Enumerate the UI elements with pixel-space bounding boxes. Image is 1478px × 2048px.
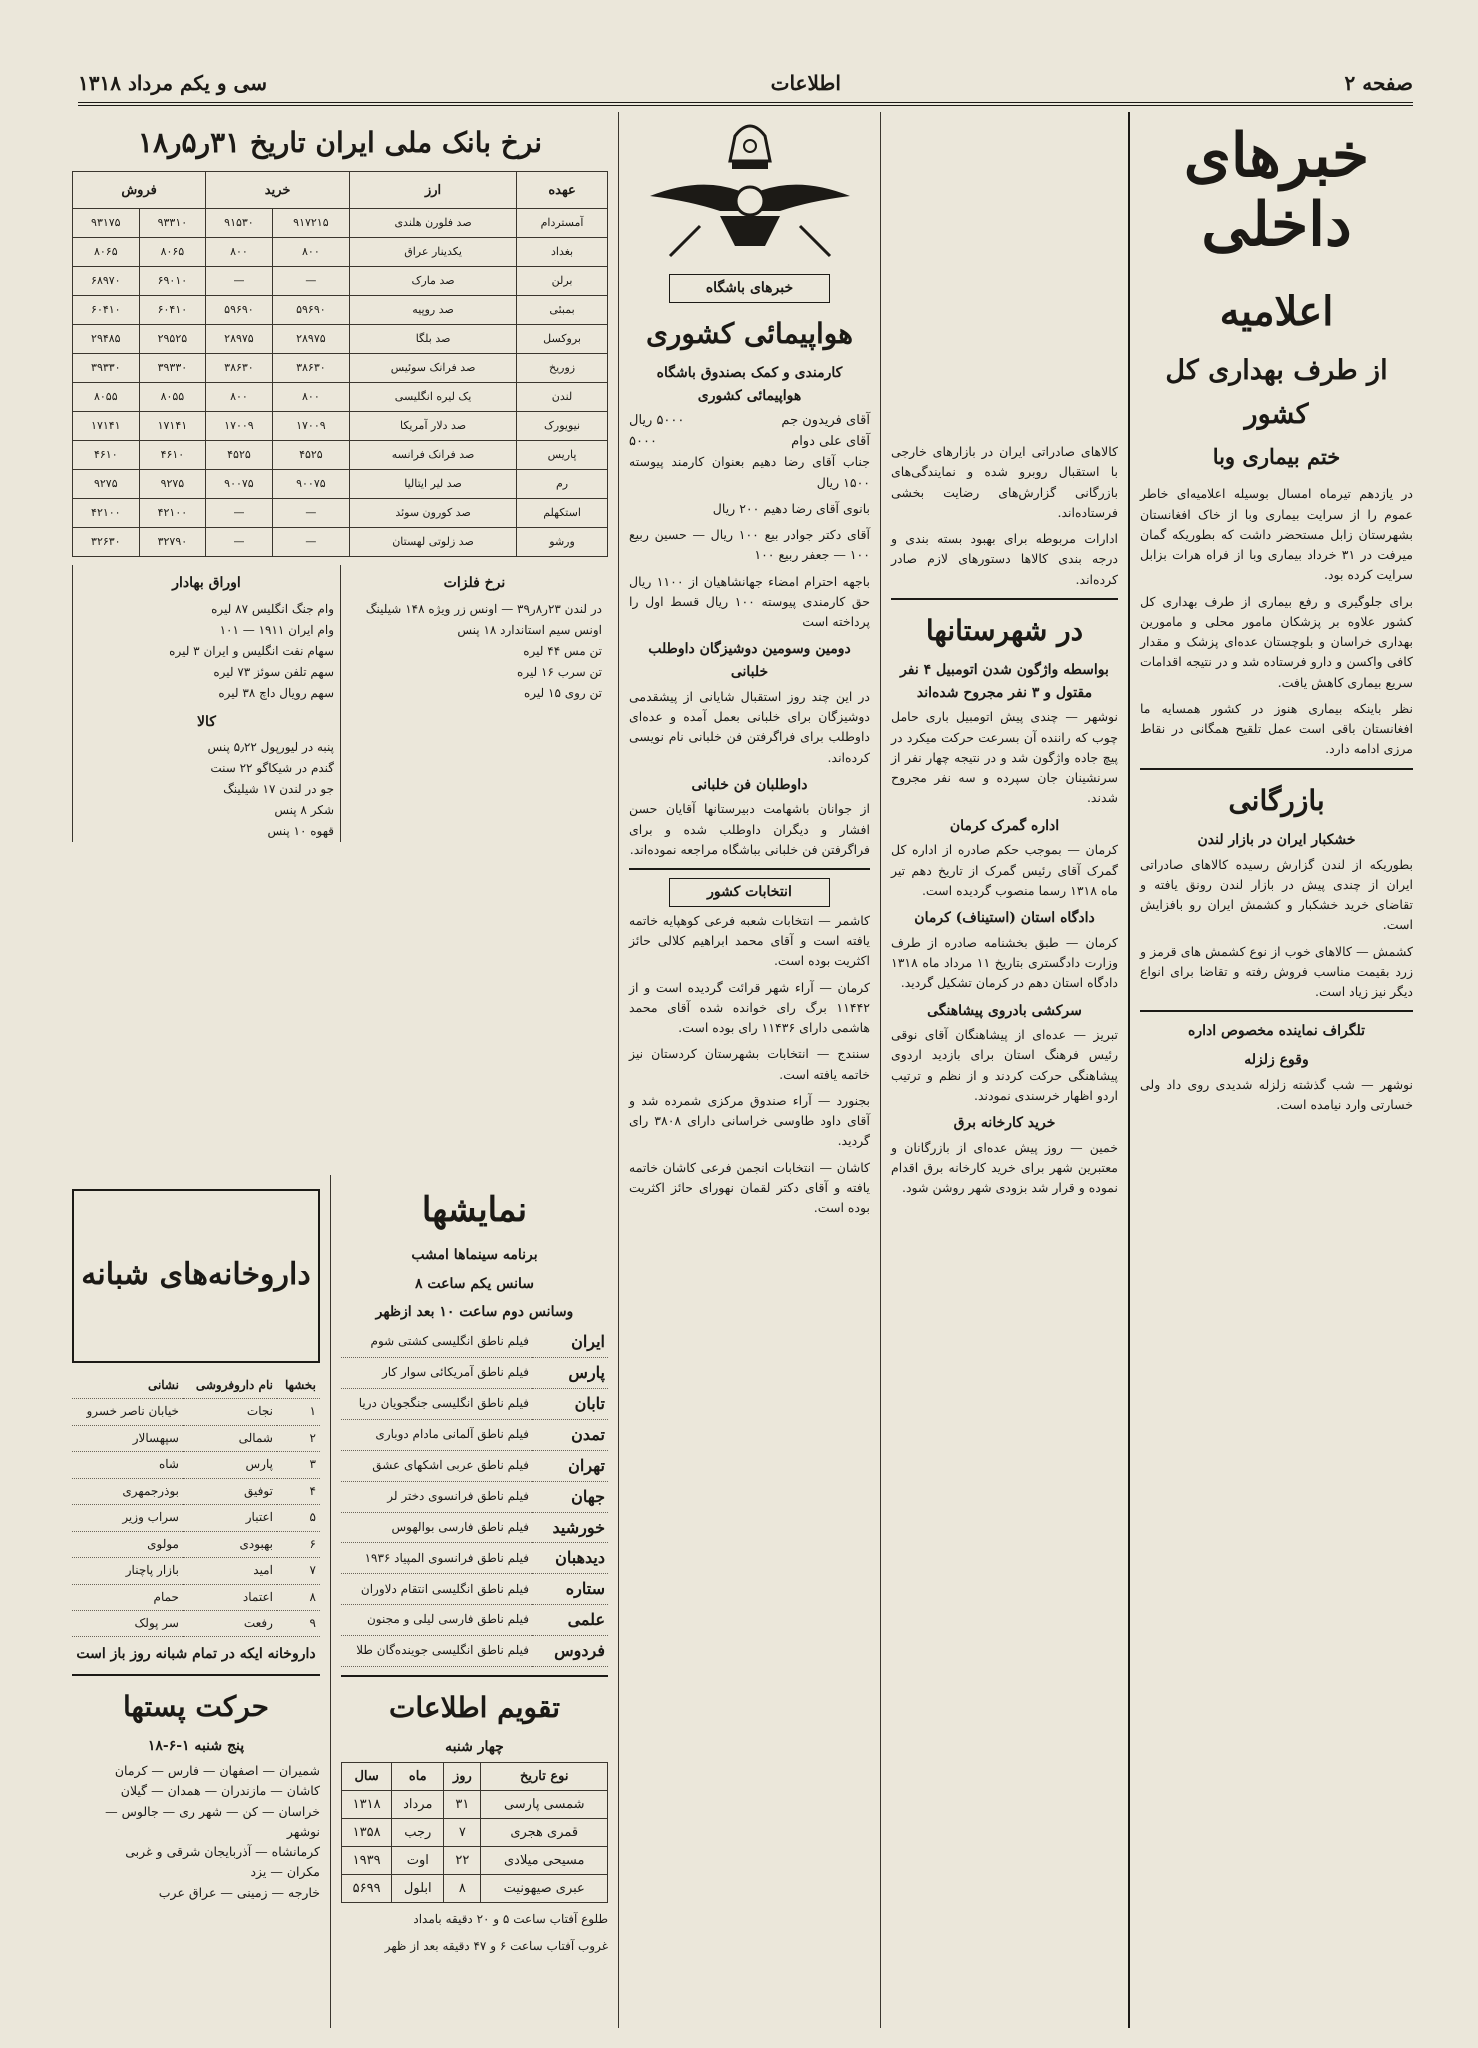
metal-price: تن روی ۱۵ لیره	[524, 685, 602, 700]
donor-row: آقای علی دوام ۵۰۰۰	[629, 434, 870, 450]
calendar-row: عبری صیهونیت ۸ ابلول ۵۶۹۹	[342, 1875, 608, 1903]
post-title: حرکت پستها	[123, 1690, 269, 1724]
page-header	[78, 68, 1413, 106]
pharmacy-ad: داروخانه‌های شبانه	[72, 1189, 320, 1363]
theater-subtitle: برنامه سینماها امشب	[411, 1247, 538, 1264]
paragraph: کاشان — انتخابات انجمن فرعی کاشان خاتمه یافته و آقای دکتر لقمان نهورای حائز اکثریت بوده است.	[629, 1159, 870, 1216]
commodity-price: گندم در شیکاگو ۲۲ سنت	[210, 761, 334, 776]
post-route: کرمانشاه — آذربایجان شرقی و غربی	[125, 1844, 320, 1860]
theater-session-2: وسانس دوم ساعت ۱۰ بعد ازظهر	[375, 1304, 574, 1321]
theater-session-1: سانس یکم ساعت ۸	[415, 1275, 534, 1292]
cinema-row: تابان فیلم ناطق انگلیسی جنگجویان دریا	[341, 1388, 608, 1419]
article-title: دومین وسومین دوشیزگان داوطلب خلبانی	[648, 641, 851, 681]
pharmacy-row: ۹ رفعت سر پولک	[72, 1610, 320, 1636]
paragraph: برای جلوگیری و رفع بیماری از طرف بهداری کل کشور علاوه بر پزشکان مامور محلی و مامورین بهداری خراسان و بلوچستان عده‌ای پزشک و مقدار کافی واکسن و دارو فرستاده شد و در نتیجه اقدامات سریع بیماری کاهش یافت.	[1140, 593, 1413, 690]
article-title: خرید کارخانه برق	[953, 1115, 1056, 1132]
pharmacy-row: ۷ امید بازار پاچنار	[72, 1558, 320, 1584]
club-subtitle: کارمندی و کمک بصندوق باشگاه هواپیمائی کشوری	[656, 365, 843, 404]
post-route: مکران — یزد	[250, 1864, 320, 1880]
paragraph: از جوانان باشهامت دبیرستانها آقایان حسن افشار و دیگران داوطلب شده و برای فراگرفتن فن خلبانی بباشگاه مراجعه نموده‌اند.	[629, 801, 870, 857]
bond-price: وام ایران ۱۹۱۱ — ۱۰۱	[219, 622, 334, 637]
announcement-heading: اعلامیه	[1219, 288, 1334, 335]
cinema-row: پارس فیلم ناطق آمریکائی سوار کار	[341, 1358, 608, 1389]
post-route: شمیران — اصفهان — فارس — کرمان	[114, 1763, 320, 1779]
pharmacy-row: ۱ نجات خیابان ناصر خسرو	[72, 1399, 320, 1425]
bonds-block: اوراق بهادار وام جنگ انگلیس ۸۷ لیره وام ایران ۱۹۱۱ — ۱۰۱ سهام نفت انگلیس و ایران ۳ لیره سهم تلفن سوئز ۷۳ لیره سهم رویال داچ ۳۸ لیره کالا پنبه در لیورپول ۵٫۲۲ پنس گندم در شیکاگو ۲۲ سنت جو در لندن ۱۷ شیلینگ شکر ۸ پنس قهوه ۱۰ پنس	[72, 565, 340, 842]
rate-row: بروکسل صد بلگا ۲۸۹۷۵ ۲۸۹۷۵ ۲۹۵۲۵ ۲۹۴۸۵	[73, 325, 608, 354]
paragraph: بطوریکه از لندن گزارش رسیده کالاهای صادراتی ایران از چندی پیش در بازار لندن رونق یافته و تقاضای خرید خشکبار و کشمش ایران رو بافزایش است.	[1140, 856, 1413, 933]
calendar-row: مسیحی میلادی ۲۲ اوت ۱۹۳۹	[342, 1847, 608, 1875]
paragraph: آقای دکتر جوادر بیع ۱۰۰ ریال — حسین ربیع ۱۰۰ — جعفر ربیع ۱۰۰	[629, 527, 870, 563]
exchange-rates-table: عهده ارز خرید فروش آمستردام صد فلورن هلندی ۹۱۷۲۱۵ ۹۱۵۳۰ ۹۳۳۱۰ ۹۳۱۷۵ بغداد یکدینار عراق ۸۰۰ ۸۰۰ ۸۰۶۵ ۸۰۶۵ برلن صد مارک — — ۶۹۰۱۰ ۶۸۹۷۰ بمبئی صد روپیه ۵۹۶۹۰ ۵۹۶۹۰ ۶۰۴۱۰ ۶۰۴۱۰ بروکسل صد بلگا ۲۸۹۷۵ ۲۸۹۷۵ ۲۹۵۲۵ ۲۹۴۸۵ زوریخ صد فرانک سوئیس ۳۸۶۳۰ ۳۸۶۳۰ ۳۹۳۳۰ ۳۹۳۳۰ لندن یک لیره انگلیسی ۸۰۰ ۸۰۰ ۸۰۵۵ ۸۰۵۵ نیویورک صد دلار آمریکا ۱۷۰۰۹ ۱۷۰۰۹ ۱۷۱۴۱ ۱۷۱۴۱ پاریس صد فرانک فرانسه ۴۵۲۵ ۴۵۲۵ ۴۶۱۰ ۴۶۱۰ رم صد لیر ایتالیا ۹۰۰۷۵ ۹۰۰۷۵ ۹۲۷۵ ۹۲۷۵ استکهلم صد کورون سوئد — — ۴۲۱۰۰ ۴۲۱۰۰ ورشو صد زلوتی لهستان — — ۳۲۷۹۰ ۳۲۶۳۰	[72, 171, 608, 557]
section-title-domestic: خبرهای داخلی	[1183, 121, 1370, 260]
rate-row: پاریس صد فرانک فرانسه ۴۵۲۵ ۴۵۲۵ ۴۶۱۰ ۴۶۱۰	[73, 441, 608, 470]
paragraph: در یازدهم تیرماه امسال بوسیله اعلامیه‌ای خاطر عموم را از سرایت بیماری وبا از خاک افغانستان بشهرستان زابل مستحضر داشت که بطوریکه گمان میرفت در ۳۱ خرداد بیماری وبا از فراه هرات بزابل سرایت کرده بود.	[1140, 486, 1413, 583]
cinema-row: دیدهبان فیلم ناطق فرانسوی المپیاد ۱۹۳۶	[341, 1543, 608, 1574]
rate-row: نیویورک صد دلار آمریکا ۱۷۰۰۹ ۱۷۰۰۹ ۱۷۱۴۱ ۱۷۱۴۱	[73, 412, 608, 441]
bond-price: سهم رویال داچ ۳۸ لیره	[218, 685, 334, 700]
post-route: کاشان — مازندران — همدان — گیلان	[120, 1783, 320, 1799]
rate-row: برلن صد مارک — — ۶۹۰۱۰ ۶۸۹۷۰	[73, 267, 608, 296]
rate-row: استکهلم صد کورون سوئد — — ۴۲۱۰۰ ۴۲۱۰۰	[73, 499, 608, 528]
paragraph: نظر باینکه بیماری هنوز در کشور همسایه ما افغانستان باقی است عمل تلقیح همگانی در نقاط مرزی ادامه دارد.	[1140, 700, 1413, 757]
paragraph: سنندج — انتخابات بشهرستان کردستان نیز خاتمه یافته است.	[629, 1046, 870, 1082]
paragraph: نوشهر — چندی پیش اتومبیل باری حامل چوب که راننده آن بسرعت حرکت میکرد در پیچ جاده واژگون شد و در نتیجه چهار نفر از سرنشینان جان سپرده و سه نفر مجروح شدند.	[891, 709, 1118, 806]
calendar-table: نوع تاریخ روز ماه سال شمسی پارسی ۳۱ مرداد ۱۳۱۸ قمری هجری ۷ رجب ۱۳۵۸ مسیحی میلادی ۲۲ اوت ۱۹۳۹ عبری صیهونیت ۸ ابلول ۵۶۹۹	[341, 1762, 608, 1903]
paragraph: کاشمر — انتخابات شعبه فرعی کوهپایه خاتمه یافته است و آقای محمد ابراهیم کلالی حائز اکثریت بوده است.	[629, 912, 870, 969]
theater-title: نمایشها	[421, 1190, 528, 1230]
rate-row: زوریخ صد فرانک سوئیس ۳۸۶۳۰ ۳۸۶۳۰ ۳۹۳۳۰ ۳۹۳۳۰	[73, 354, 608, 383]
column-theater	[330, 1175, 618, 2028]
metal-price: تن مس ۴۴ لیره	[523, 643, 602, 658]
paragraph: کرمان — طبق بخشنامه صادره از طرف وزارت دادگستری بتاریخ ۱۱ مرداد ماه ۱۳۱۸ دادگاه استان دهم در کرمان تشکیل گردید.	[891, 934, 1119, 991]
club-title: هواپیمائی کشوری	[645, 316, 854, 350]
issue-date: سی و یکم مرداد ۱۳۱۸	[78, 71, 267, 95]
paragraph: کرمان — بموجب حکم صادره از اداره کل گمرک آقای رئیس گمرک از تاریخ دهم تیر ماه ۱۳۱۸ رسما منصوب گردیده است.	[891, 842, 1118, 898]
cinema-row: علمی فیلم ناطق فارسی لیلی و مجنون	[341, 1605, 608, 1636]
pharmacy-table: بخشها نام داروفروشی نشانی ۱ نجات خیابان ناصر خسرو ۲ شمالی سپهسالار ۳ پارس شاه ۴ توفیق بوذرجمهری ۵ اعتبار سراب وزیر ۶ بهبودی مولوی ۷ امید بازار پاچنار ۸ اعتماد حمام ۹ رفعت سر پولک	[72, 1373, 320, 1637]
article-title: تلگراف نماینده مخصوص اداره	[1187, 1023, 1366, 1040]
article-title: سرکشی بادروی پیشاهنگی	[927, 1002, 1082, 1019]
cinema-row: جهان فیلم ناطق فرانسوی دختر لر	[341, 1481, 608, 1512]
section-title-cities: در شهرستانها	[925, 613, 1084, 647]
article-title: اداره گمرک کرمان	[949, 817, 1060, 834]
column-pharmacies	[62, 1175, 330, 2028]
paragraph: کرمان — آراء شهر قرائت گردیده است و از ۱۱۴۴۲ برگ رای خوانده شده آقای محمد هاشمی دارای ۱۱۴۳۶ رای بوده است.	[629, 979, 870, 1036]
elections-title: انتخابات کشور	[669, 878, 830, 907]
article-title: دادگاه استان (استیناف) کرمان	[914, 910, 1095, 927]
bond-price: وام جنگ انگلیس ۸۷ لیره	[211, 601, 334, 616]
pharmacy-row: ۶ بهبودی مولوی	[72, 1531, 320, 1557]
paragraph: باجهه احترام امضاء جهانشاهیان از ۱۱۰۰ ریال حق کارمندی پیوسته ۱۰۰ ریال قسط اول را پرداخته است	[629, 573, 870, 630]
cinema-table	[341, 1327, 608, 1667]
rate-row: ورشو صد زلوتی لهستان — — ۳۲۷۹۰ ۳۲۶۳۰	[73, 528, 608, 557]
cinema-row: تهران فیلم ناطق عربی اشکهای عشق	[341, 1450, 608, 1481]
post-route: خارجه — زمینی — عراق عرب	[158, 1884, 320, 1900]
calendar-row: شمسی پارسی ۳۱ مرداد ۱۳۱۸	[342, 1791, 608, 1819]
paragraph: بجنورد — آراء صندوق مرکزی شمرده شد و آقای داود طاوسی خراسانی دارای ۳۸۰۸ رای گردید.	[629, 1092, 870, 1149]
cinema-row: خورشید فیلم ناطق فارسی بوالهوس	[341, 1512, 608, 1543]
calendar-row: قمری هجری ۷ رجب ۱۳۵۸	[342, 1819, 608, 1847]
pharmacy-row: ۵ اعتبار سراب وزیر	[72, 1505, 320, 1531]
metal-price: تن سرب ۱۶ لیره	[517, 664, 602, 679]
cinema-row: فردوس فیلم ناطق انگلیسی جوینده‌گان طلا	[341, 1636, 608, 1667]
commodity-price: قهوه ۱۰ پنس	[267, 824, 334, 839]
paragraph: جناب آقای رضا دهیم بعنوان کارمند پیوسته ۱۵۰۰ ریال	[629, 454, 870, 490]
paragraph: در این چند روز استقبال شایانی از پیشقدمی دوشیزگان برای خلبانی بعمل آمده و عده‌ای داوطلب برای فراگرفتن فن خلبانی نام نویسی کرده‌اند.	[629, 688, 870, 765]
article-title: وقوع زلزله	[1244, 1051, 1309, 1068]
paragraph: ادارات مربوطه برای بهبود بسته بندی و درجه بندی کالاها دستورهای لازم صادر کرده‌اند.	[891, 531, 1118, 587]
bond-price: سهم تلفن سوئز ۷۳ لیره	[213, 664, 334, 679]
metal-price: اونس سیم استاندارد ۱۸ پنس	[457, 622, 602, 637]
column-domestic-news	[1128, 112, 1423, 2028]
paragraph: کالاهای صادراتی ایران در بازارهای خارجی با استقبال روبرو شده و نمایندگی‌های بازرگانی گزارش‌های رضایت بخشی فرستاده‌اند.	[891, 444, 1118, 520]
calendar-title: تقویم اطلاعات	[389, 1691, 560, 1725]
paragraph: نوشهر — شب گذشته زلزله شدیدی روی داد ولی خسارتی وارد نیامده است.	[1140, 1076, 1413, 1112]
post-route: خراسان — کن — شهر ری — جالوس — نوشهر	[105, 1803, 320, 1839]
rate-row: رم صد لیر ایتالیا ۹۰۰۷۵ ۹۰۰۷۵ ۹۲۷۵ ۹۲۷۵	[73, 470, 608, 499]
paragraph: تبریز — عده‌ای از پیشاهنگان آقای نوقی رئیس فرهنگ استان برای بازدید اردوی پیشاهنگی حرکت کردند و از نظم و ترتیب اردو اظهار خرسندی نمودند.	[891, 1027, 1118, 1103]
metal-price: در لندن ۲۳ر۸ر۳۹ — اونس زر ویژه ۱۴۸ شیلینگ	[365, 601, 602, 616]
lion-sun-crown-emblem	[640, 116, 860, 266]
sunset: غروب آفتاب ساعت ۶ و ۴۷ دقیقه بعد از ظهر	[384, 1939, 608, 1954]
column-club-elections	[618, 112, 880, 2028]
article-title: خشکبار ایران در بازار لندن	[1197, 831, 1356, 848]
bond-price: سهام نفت انگلیس و ایران ۳ لیره	[169, 643, 334, 658]
pharmacy-row: ۴ توفیق بوذرجمهری	[72, 1478, 320, 1504]
bank-rates-title: نرخ بانک ملی ایران تاریخ ۳۱ر۵ر۱۸	[137, 126, 543, 159]
announcement-subtitle: ختم بیماری وبا	[1212, 444, 1341, 470]
rate-row: بغداد یکدینار عراق ۸۰۰ ۸۰۰ ۸۰۶۵ ۸۰۶۵	[73, 238, 608, 267]
article-title: بواسطه واژگون شدن اتومبیل ۴ نفر مقتول و ۳ نفر مجروح شده‌اند	[900, 662, 1109, 701]
pharmacy-row: ۸ اعتماد حمام	[72, 1584, 320, 1610]
article-title: داوطلبان فن خلبانی	[691, 776, 808, 793]
pharmacy-note: داروخانه ایکه در تمام شبانه روز باز است	[76, 1646, 316, 1663]
donor-row: آقای فریدون جم ۵۰۰۰ ریال	[629, 413, 870, 429]
newspaper-name: اطلاعات	[770, 71, 841, 95]
commodity-price: پنبه در لیورپول ۵٫۲۲ پنس	[207, 740, 334, 755]
column-cities	[880, 112, 1128, 2028]
rate-row: آمستردام صد فلورن هلندی ۹۱۷۲۱۵ ۹۱۵۳۰ ۹۳۳۱۰ ۹۳۱۷۵	[73, 209, 608, 238]
commodity-price: جو در لندن ۱۷ شیلینگ	[223, 782, 334, 797]
sunrise: طلوع آفتاب ساعت ۵ و ۲۰ دقیقه بامداد	[413, 1912, 608, 1927]
paragraph: بانوی آقای رضا دهیم ۲۰۰ ریال	[712, 500, 870, 516]
pharmacy-row: ۲ شمالی سپهسالار	[72, 1425, 320, 1451]
cinema-row: تمدن فیلم ناطق آلمانی مادام دوباری	[341, 1419, 608, 1450]
rate-row: لندن یک لیره انگلیسی ۸۰۰ ۸۰۰ ۸۰۵۵ ۸۰۵۵	[73, 383, 608, 412]
rate-row: بمبئی صد روپیه ۵۹۶۹۰ ۵۹۶۹۰ ۶۰۴۱۰ ۶۰۴۱۰	[73, 296, 608, 325]
page-number: صفحه ۲	[1344, 71, 1413, 95]
pharmacy-row: ۳ پارس شاه	[72, 1452, 320, 1478]
announcement-from: از طرف بهداری کل کشور	[1165, 354, 1388, 430]
commodity-price: شکر ۸ پنس	[274, 803, 334, 818]
post-date: پنج شنبه ۱-۶-۱۸	[147, 1738, 245, 1755]
club-news-header: خبرهای باشگاه	[669, 274, 830, 303]
metals-block: نرخ فلزات در لندن ۲۳ر۸ر۳۹ — اونس زر ویژه ۱۴۸ شیلینگ اونس سیم استاندارد ۱۸ پنس تن مس ۴۴ لیره تن سرب ۱۶ لیره تن روی ۱۵ لیره	[340, 565, 608, 842]
calendar-day: چهار شنبه	[445, 1739, 504, 1756]
section-title-commerce: بازرگانی	[1228, 783, 1325, 817]
column-exchange-rates	[62, 112, 618, 1167]
cinema-row: ستاره فیلم ناطق انگلیسی انتقام دلاوران	[341, 1574, 608, 1605]
paragraph: خمین — روز پیش عده‌ای از بازرگانان و معتبرین شهر برای خرید کارخانه برق اقدام نموده و قرار شد بزودی شهر روشن شود.	[891, 1139, 1118, 1196]
paragraph: کشمش — کالاهای خوب از نوع کشمش های قرمز و زرد بقیمت مناسب فروش رفته و تقاضا برای انواع دیگر نیز زیاد است.	[1140, 943, 1413, 1000]
cinema-row: ایران فیلم ناطق انگلیسی کشتی شوم	[341, 1327, 608, 1357]
